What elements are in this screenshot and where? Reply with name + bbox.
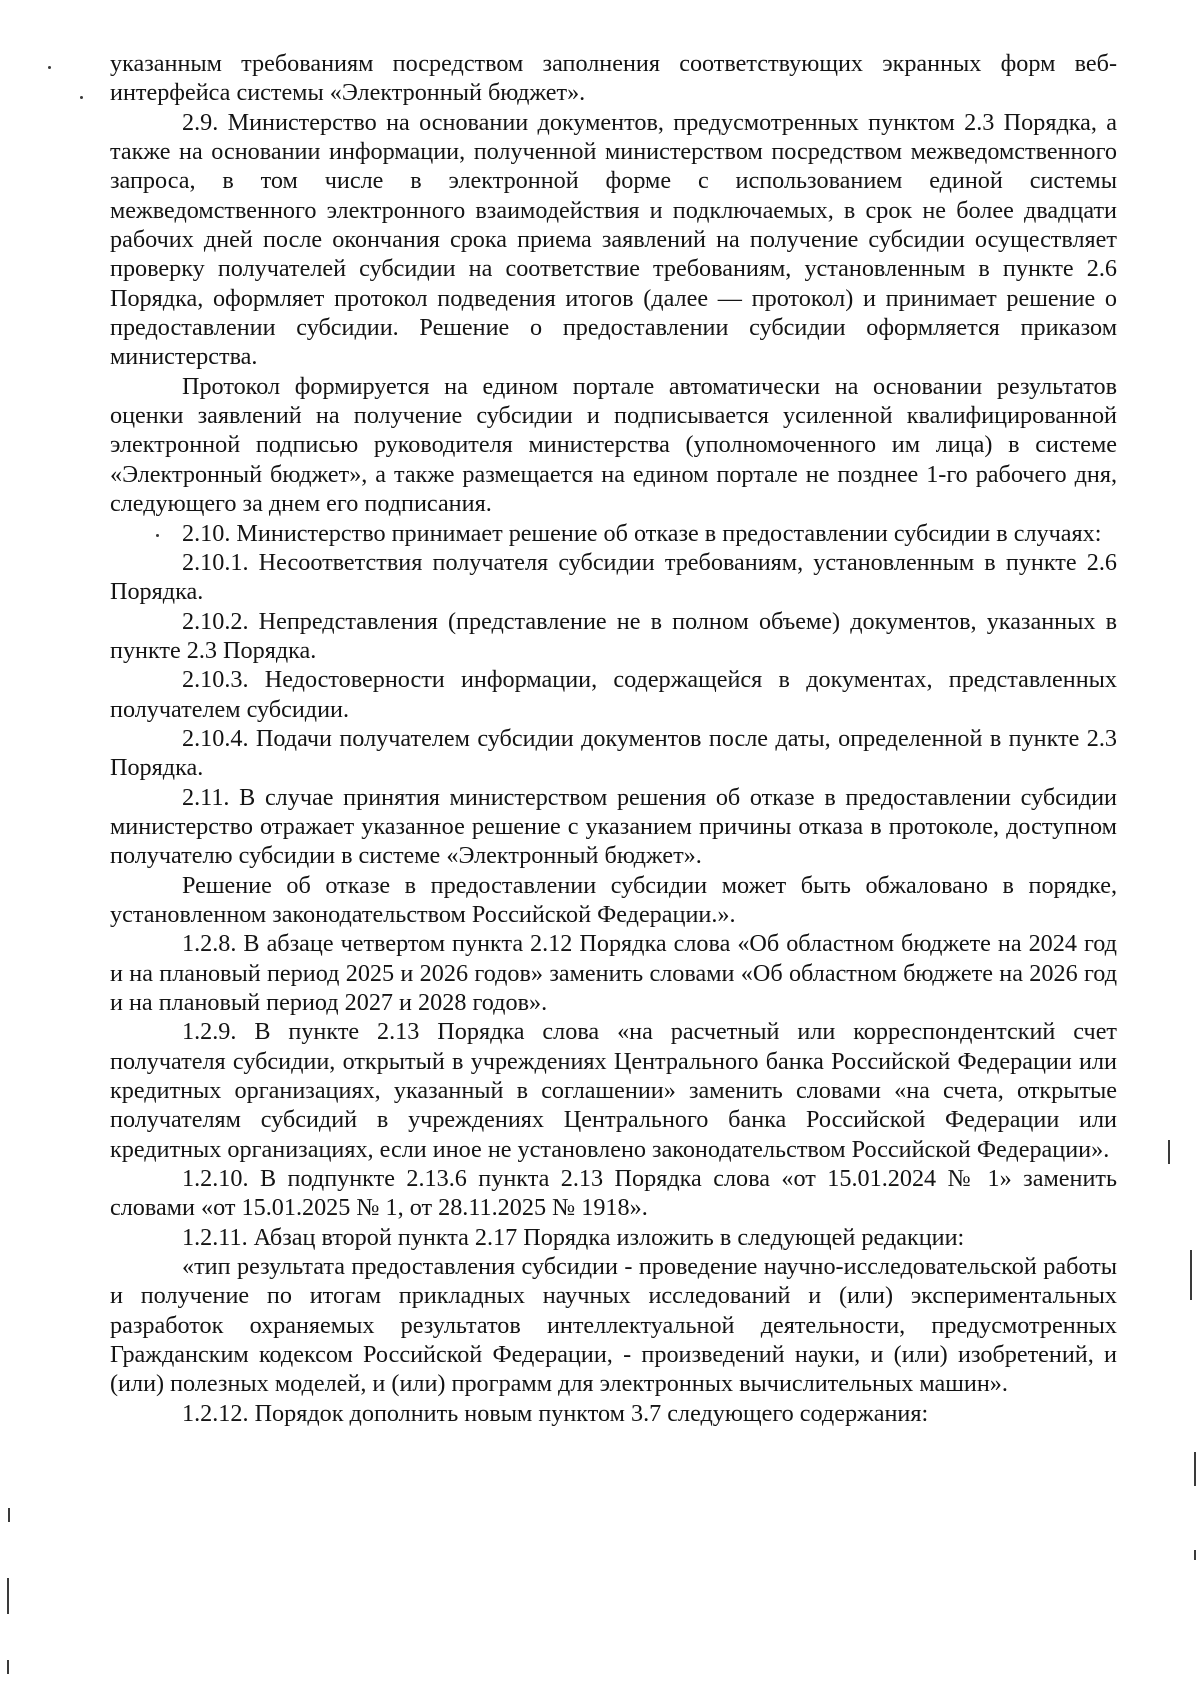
paragraph-1-2-9: 1.2.9. В пункте 2.13 Порядка слова «на расчетный или корреспондентский счет получателя субсидии, открытый в учреждениях Центрального банка Российской Федерации или кредитных организациях, указанный в соглашении» заменить словами «на счета, открытые получателям субсидий в учреждениях Центрального банка Российской Федерации или кредитных организациях, если иное не установлено законодательством Российской Федерации».: [110, 1018, 1117, 1163]
paragraph-2-10: 2.10. Министерство принимает решение об отказе в предоставлении субсидии в случаях:: [182, 519, 1102, 547]
document-body: [110, 49, 1117, 1428]
paragraph-2-9: 2.9. Министерство на основании документов, предусмотренных пунктом 2.3 Порядка, а также на основании информации, полученной министерством посредством межведомственного запроса, в том числе в электронной форме с использованием единой системы межведомственного электронного взаимодействия и подключаемых, в срок не более двадцати рабочих дней после окончания срока приема заявлений на получение субсидии осуществляет проверку получателей субсидии на соответствие требованиям, установленным в пункте 2.6 Порядка, оформляет протокол подведения итогов (далее — протокол) и принимает решение о предоставлении субсидии. Решение о предоставлении субсидии оформляется приказом министерства.: [110, 108, 1117, 371]
scan-mark: [7, 1578, 9, 1614]
paragraph-continuation: указанным требованиям посредством заполнения соответствующих экранных форм веб-интерфейса системы «Электронный бюджет».: [110, 50, 1117, 107]
paragraph-appeal: Решение об отказе в предоставлении субсидии может быть обжаловано в порядке, установленном законодательством Российской Федерации.».: [110, 871, 1117, 928]
paragraph-2-10-1: 2.10.1. Несоответствия получателя субсидии требованиям, установленным в пункте 2.6 Порядка.: [110, 548, 1117, 606]
scan-mark: [1194, 1550, 1196, 1560]
scan-mark: [1168, 1140, 1170, 1164]
paragraph-1-2-11: 1.2.11. Абзац второй пункта 2.17 Порядка изложить в следующей редакции:: [182, 1223, 965, 1251]
scan-mark: [1190, 1250, 1192, 1300]
paragraph-2-11: 2.11. В случае принятия министерством решения об отказе в предоставлении субсидии министерство отражает указанное решение с указанием причины отказа в протоколе, доступном получателю субсидии в системе «Электронный бюджет».: [110, 783, 1117, 870]
paragraph-protocol: Протокол формируется на едином портале автоматически на основании результатов оценки заявлений на получение субсидии и подписывается усиленной квалифицированной электронной подписью руководителя министерства (уполномоченного им лица) в системе «Электронный бюджет», а также размещается на едином портале не позднее 1-го рабочего дня, следующего за днем его подписания.: [110, 372, 1117, 518]
paragraph-result-type: «тип результата предоставления субсидии - проведение научно-исследовательской работы и получение по итогам прикладных научных исследований и (или) экспериментальных разработок охраняемых результатов интеллектуальной деятельности, предусмотренных Гражданским кодексом Российской Федерации, - произведений науки, и (или) изобретений, и (или) полезных моделей, и (или) программ для электронных вычислительных машин».: [110, 1253, 1117, 1398]
paragraph-2-10-2: 2.10.2. Непредставления (представление не в полном объеме) документов, указанных в пункте 2.3 Порядка.: [110, 607, 1117, 664]
scan-mark: [1194, 1452, 1196, 1486]
paragraph-2-10-4: 2.10.4. Подачи получателем субсидии документов после даты, определенной в пункте 2.3 Порядка.: [110, 724, 1117, 782]
scan-speck: [80, 96, 83, 99]
scan-speck: [48, 66, 51, 69]
scan-mark: [8, 1508, 10, 1522]
scan-speck: [156, 534, 159, 537]
paragraph-1-2-8: 1.2.8. В абзаце четвертом пункта 2.12 Порядка слова «Об областном бюджете на 2024 год и на плановый период 2025 и 2026 годов» заменить словами «Об областном бюджете на 2026 год и на плановый период 2027 и 2028 годов».: [110, 930, 1117, 1016]
paragraph-1-2-12: 1.2.12. Порядок дополнить новым пунктом 3.7 следующего содержания:: [182, 1399, 929, 1427]
paragraph-1-2-10: 1.2.10. В подпункте 2.13.6 пункта 2.13 Порядка слова «от 15.01.2024 № 1» заменить словами «от 15.01.2025 № 1, от 28.11.2025 № 1918».: [110, 1165, 1117, 1222]
paragraph-2-10-3: 2.10.3. Недостоверности информации, содержащейся в документах, представленных получателем субсидии.: [110, 666, 1117, 723]
scan-mark: [7, 1660, 9, 1674]
